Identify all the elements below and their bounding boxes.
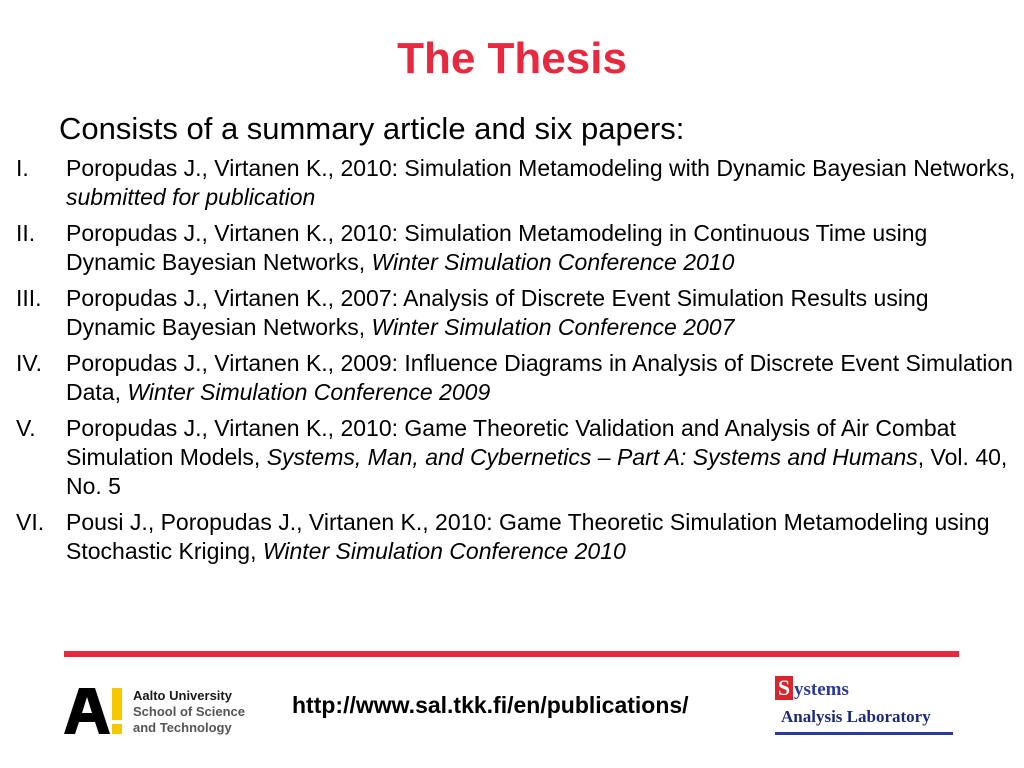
aalto-line-1: Aalto University bbox=[133, 688, 232, 703]
aalto-wordmark bbox=[133, 688, 245, 736]
sal-initial: S bbox=[775, 676, 793, 700]
citation-venue: Winter Simulation Conference 2009 bbox=[127, 379, 491, 405]
slide-title: The Thesis bbox=[397, 34, 627, 83]
list-numeral: III. bbox=[16, 285, 42, 311]
publications-link[interactable]: http://www.sal.tkk.fi/en/publications/ bbox=[292, 692, 689, 718]
list-item bbox=[16, 219, 1016, 277]
sal-rest: ystems bbox=[794, 679, 849, 700]
list-numeral: IV. bbox=[16, 350, 43, 376]
intro-text: Consists of a summary article and six papers: bbox=[59, 111, 685, 146]
aalto-line-3: and Technology bbox=[133, 720, 232, 735]
citation-text: Poropudas J., Virtanen K., 2010: Simulation Metamodeling in Continuous Time using Dynamic Bayesian Networks, bbox=[66, 220, 928, 275]
list-item bbox=[16, 284, 1016, 342]
citation-venue: submitted for publication bbox=[66, 184, 316, 210]
aalto-line-2: School of Science bbox=[133, 704, 245, 719]
list-numeral: II. bbox=[16, 220, 36, 246]
citation-text: Poropudas J., Virtanen K., 2007: Analysis of Discrete Event Simulation Results using Dynamic Bayesian Networks, bbox=[66, 285, 929, 340]
list-item bbox=[16, 154, 1016, 212]
sal-logo bbox=[775, 676, 955, 736]
citation-text: Pousi J., Poropudas J., Virtanen K., 2010: Game Theoretic Simulation Metamodeling using Stochastic Kriging, bbox=[66, 509, 990, 564]
aalto-a-icon bbox=[64, 688, 124, 734]
citation-venue: Winter Simulation Conference 2010 bbox=[371, 249, 735, 275]
sal-wordmark-line-1 bbox=[775, 676, 849, 701]
citation-suffix: , Vol. 40, No. 5 bbox=[66, 444, 1008, 499]
citation-text: Poropudas J., Virtanen K., 2010: Game Theoretic Validation and Analysis of Air Combat Simulation Models, bbox=[66, 415, 956, 470]
list-numeral: I. bbox=[16, 155, 29, 181]
citation-venue: Winter Simulation Conference 2007 bbox=[371, 314, 735, 340]
paper-list bbox=[16, 154, 1016, 573]
aalto-logo bbox=[64, 688, 264, 734]
list-item bbox=[16, 349, 1016, 407]
sal-underline bbox=[775, 732, 953, 735]
list-item bbox=[16, 414, 1016, 501]
citation-venue: Systems, Man, and Cybernetics – Part A: Systems and Humans bbox=[266, 444, 918, 470]
list-numeral: V. bbox=[16, 415, 36, 441]
citation-text: Poropudas J., Virtanen K., 2010: Simulation Metamodeling with Dynamic Bayesian Networks, bbox=[66, 155, 1016, 181]
sal-wordmark-line-2: Analysis Laboratory bbox=[781, 707, 931, 726]
list-item bbox=[16, 508, 1016, 566]
list-numeral: VI. bbox=[16, 509, 45, 535]
footer-divider bbox=[64, 651, 959, 657]
citation-text: Poropudas J., Virtanen K., 2009: Influence Diagrams in Analysis of Discrete Event Simulation Data, bbox=[66, 350, 1013, 405]
citation-venue: Winter Simulation Conference 2010 bbox=[262, 538, 626, 564]
